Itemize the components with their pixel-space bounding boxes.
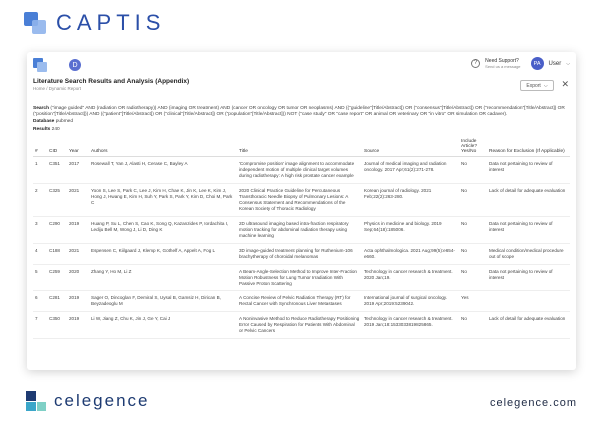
- cell-source: International journal of surgical oncology. 2019 Apr;2019:5239042.: [362, 291, 459, 312]
- cell-authors: Li W, Jiang Z, Chu K, Jin J, Ge Y, Cai J: [89, 312, 237, 339]
- captis-logo-icon: [24, 12, 46, 34]
- title-bar: [27, 78, 576, 98]
- cell-authors: Sager O, Dincoglan F, Demiral S, Uysal B, Gamsiz H, Dirican B, Beyzadeoglu M: [89, 291, 237, 312]
- cell-reason: Lack of detail for adequate evaluation: [487, 312, 570, 339]
- cell-include: No: [459, 264, 487, 291]
- celegence-logo-icon: [26, 391, 48, 411]
- search-label: Search: [33, 106, 49, 111]
- support-link[interactable]: [485, 59, 520, 69]
- cell-year: 2021: [67, 243, 89, 264]
- export-button[interactable]: [520, 80, 554, 91]
- cell-reason: Data not pertaining to review of interest: [487, 264, 570, 291]
- cell-include: No: [459, 183, 487, 216]
- app-window: [27, 52, 576, 370]
- cell-year: 2020: [67, 264, 89, 291]
- captis-brand: [24, 10, 165, 36]
- cell-title: 'Compromise position' image alignment to accommodate independent motion of multiple clinical target volumes during radiotherapy: A high risk prostate cancer example: [237, 156, 362, 183]
- header-right: [471, 57, 570, 70]
- cell-title: A Beam-Angle-Selection Method to Improve Inter-Fraction Motion Robustness for Lung Tumor Irradiation With Passive Proton Scattering: [237, 264, 362, 291]
- cell-reason: Data not pertaining to review of interest: [487, 156, 570, 183]
- user-menu-label[interactable]: User: [548, 60, 562, 67]
- cell-source: Technology in cancer research & treatment. 2019 Jan;18:1533033819825865.: [362, 312, 459, 339]
- database-value: pubmed: [55, 119, 74, 125]
- results-table: [33, 137, 570, 339]
- table-row[interactable]: [33, 243, 570, 264]
- cell-source: Acta ophthalmologica. 2021 Aug;99(5):e654-e660.: [362, 243, 459, 264]
- cell-include: No: [459, 312, 487, 339]
- table-header-row: [33, 137, 570, 157]
- cell-authors: Rosewall T, Yan J, Alasti H, Cerase C, Bayley A: [89, 156, 237, 183]
- celegence-url: celegence.com: [490, 397, 577, 409]
- breadcrumb[interactable]: Home / Dynamic Report: [33, 86, 82, 91]
- cell-source: Physics in medicine and biology. 2019 Sep;64(18):185006.: [362, 216, 459, 243]
- cell-authors: Huang P, Su L, Chen S, Cao K, Song Q, Kazanzides P, Iordachita I, Lediju Bell M, Wong J, Li D, Ding K: [89, 216, 237, 243]
- cell-year: 2019: [67, 291, 89, 312]
- col-header-title[interactable]: Title: [237, 137, 362, 157]
- cell-num: 7: [33, 312, 47, 339]
- col-header-year[interactable]: Year: [67, 137, 89, 157]
- cell-cid: C188: [47, 243, 67, 264]
- cell-source: Technology in cancer research & treatment. 2020 Jan;19.: [362, 264, 459, 291]
- cell-num: 3: [33, 216, 47, 243]
- cell-num: 1: [33, 156, 47, 183]
- cell-authors: Zhang Y, Ho M, Li Z: [89, 264, 237, 291]
- cell-year: 2019: [67, 216, 89, 243]
- col-header-num[interactable]: #: [33, 137, 47, 157]
- captis-wordmark: CAPTIS: [56, 10, 166, 35]
- cell-reason: [487, 291, 570, 312]
- table-row[interactable]: [33, 216, 570, 243]
- project-badge[interactable]: D: [69, 59, 81, 71]
- support-title: Need Support?: [485, 57, 519, 64]
- cell-year: 2017: [67, 156, 89, 183]
- support-subtitle: Send us a message: [485, 63, 521, 69]
- col-header-source[interactable]: Source: [362, 137, 459, 157]
- results-label: Results: [33, 126, 51, 132]
- database-label: Database: [33, 119, 55, 125]
- cell-cid: C325: [47, 183, 67, 216]
- cell-source: Korean journal of radiology. 2021 Feb;22(2):263-280.: [362, 183, 459, 216]
- table-row[interactable]: [33, 312, 570, 339]
- cell-cid: C351: [47, 156, 67, 183]
- table-body: [33, 156, 570, 338]
- table-row[interactable]: [33, 291, 570, 312]
- celegence-brand: [26, 391, 150, 411]
- cell-year: 2021: [67, 183, 89, 216]
- cell-year: 2019: [67, 312, 89, 339]
- cell-reason: Lack of detail for adequate evaluation: [487, 183, 570, 216]
- cell-cid: C290: [47, 216, 67, 243]
- table-row[interactable]: [33, 156, 570, 183]
- export-label: Export: [526, 82, 541, 89]
- col-header-reason[interactable]: Reason for Exclusion (If Applicable): [487, 137, 570, 157]
- app-logo-icon[interactable]: [33, 58, 47, 72]
- cell-title: 3D image-guided treatment planning for Ruthenium-106 brachytherapy of choroidal melanomas: [237, 243, 362, 264]
- cell-title: 2020 Clinical Practice Guideline for Percutaneous Transthoracic Needle Biopsy of Pulmonary Lesions: A Consensus Statement and Recommendations of the Korean Society of Thoracic Radiology: [237, 183, 362, 216]
- cell-reason: Medical condition/medical procedure out of scope: [487, 243, 570, 264]
- cell-cid: C281: [47, 291, 67, 312]
- chevron-down-icon: ⌵: [543, 82, 548, 89]
- table-row[interactable]: [33, 183, 570, 216]
- search-query: ("image guided" AND (radiation OR radiotherapy)) AND (imaging OR treatment) AND (cancer OR oncology OR tumor OR neoplasms) AND (("guideline"[Title/Abstract]) OR ("consensus"[Title/Abstract]) OR ("recommendation"[Title/Abstract]) OR ("position"[Title/Abstract])) AND (("patient"[Title/Abstract]) OR ("clinical"[Title/Abstract]) OR ("population"[Title/Abstract])) NOT ("case study" OR "case report" OR animal OR veterinary OR "in vitro" OR simulation OR cadaver).: [33, 106, 565, 118]
- cell-cid: C350: [47, 312, 67, 339]
- close-icon[interactable]: ✕: [561, 79, 569, 89]
- cell-title: A Noninvasive Method to Reduce Radiotherapy Positioning Error Caused by Respiration for Patients With Abdominal or Pelvic Cancers: [237, 312, 362, 339]
- search-meta: [27, 98, 576, 133]
- cell-include: Yes: [459, 291, 487, 312]
- cell-reason: Data not pertaining to review of interest: [487, 216, 570, 243]
- cell-include: No: [459, 243, 487, 264]
- avatar[interactable]: PA: [531, 57, 544, 70]
- col-header-include[interactable]: Include Article? Yes/No: [459, 137, 487, 157]
- cell-num: 2: [33, 183, 47, 216]
- cell-title: A Concise Review of Pelvic Radiation Therapy (RT) for Rectal Cancer with Synchronous Liver Metastases: [237, 291, 362, 312]
- cell-num: 5: [33, 264, 47, 291]
- cell-num: 6: [33, 291, 47, 312]
- cell-authors: Yoon S, Lee S, Park C, Lee J, Kim H, Chae K, Jin K, Lee K, Kim J, Hong J, Hwang E, Kim H, Suh Y, Park S, Park Y, Kim D, Choi M, Park C: [89, 183, 237, 216]
- cell-include: No: [459, 216, 487, 243]
- chevron-down-icon[interactable]: ⌵: [566, 60, 570, 67]
- cell-num: 4: [33, 243, 47, 264]
- cell-title: 2D ultrasound imaging based intra-fraction respiratory motion tracking for abdominal radiation therapy using machine learning: [237, 216, 362, 243]
- cell-include: No: [459, 156, 487, 183]
- app-header: [27, 52, 576, 78]
- cell-authors: Espensen C, Kiilgaard J, Klemp K, Gothelf A, Appelt A, Fog L: [89, 243, 237, 264]
- col-header-authors[interactable]: Authors: [89, 137, 237, 157]
- results-value: 240: [51, 126, 60, 132]
- table-row[interactable]: [33, 264, 570, 291]
- col-header-cid[interactable]: CID: [47, 137, 67, 157]
- celegence-wordmark: celegence: [54, 391, 150, 410]
- help-icon[interactable]: ?: [471, 59, 480, 68]
- cell-cid: C259: [47, 264, 67, 291]
- cell-source: Journal of medical imaging and radiation oncology. 2017 Apr;61(2):271-278.: [362, 156, 459, 183]
- page-title: Literature Search Results and Analysis (Appendix): [33, 78, 190, 85]
